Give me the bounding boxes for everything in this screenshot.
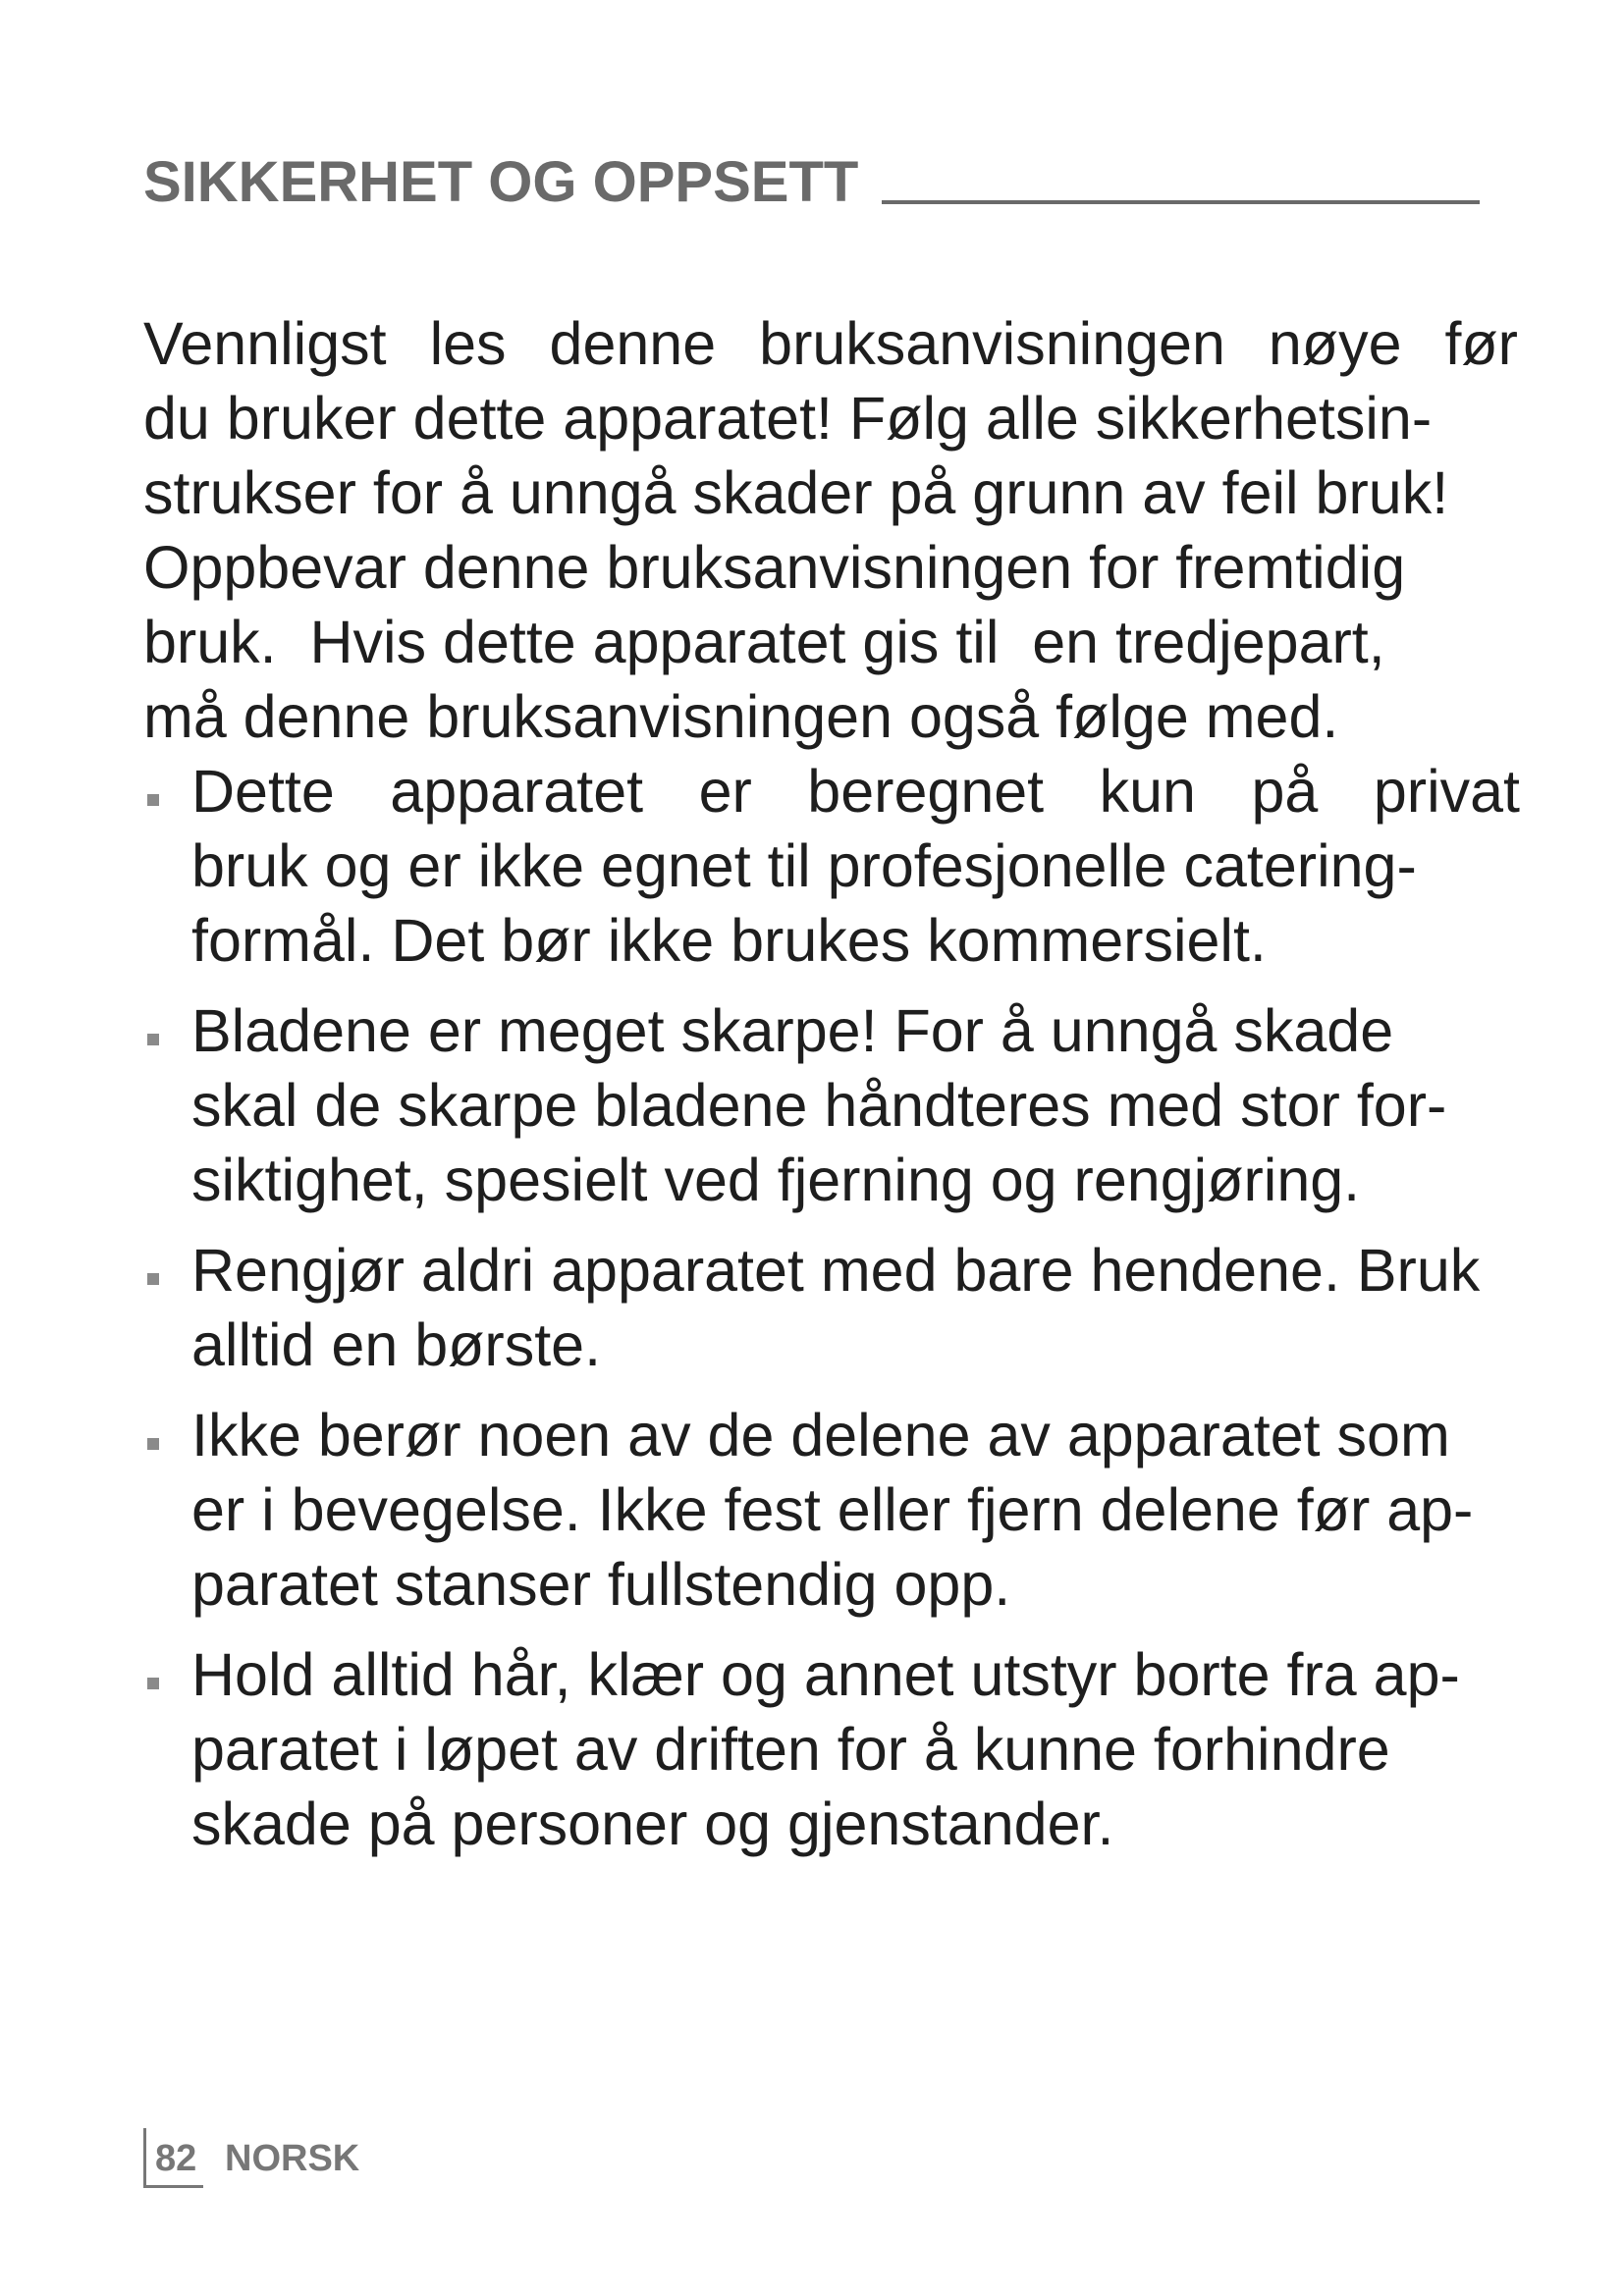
list-item	[143, 1637, 1520, 1861]
text-line: Vennligst les denne bruksanvisningen nøye før	[143, 310, 1518, 377]
text-line: bruk og er ikke egnet til profesjonelle catering-	[191, 832, 1417, 899]
text-line: Bladene er meget skarpe! For å unngå skade	[191, 997, 1394, 1064]
square-bullet-icon	[147, 1438, 159, 1450]
text-line: Rengjør aldri apparatet med bare hendene. Bruk	[191, 1237, 1481, 1304]
text-line: siktighet, spesielt ved fjerning og rengjøring.	[191, 1147, 1361, 1213]
list-item	[143, 754, 1520, 978]
list-item	[143, 993, 1520, 1217]
square-bullet-icon	[147, 794, 159, 806]
text-line: skal de skarpe bladene håndteres med stor for-	[191, 1072, 1447, 1139]
text-line: Hold alltid hår, klær og annet utstyr borte fra ap-	[191, 1641, 1460, 1708]
list-item	[143, 1398, 1520, 1622]
section-title: SIKKERHET OG OPPSETT	[143, 150, 859, 214]
heading-underline	[882, 200, 1480, 204]
text-line: Ikke berør noen av de delene av apparatet som	[191, 1402, 1450, 1468]
intro-paragraph	[143, 306, 1520, 754]
page-content	[143, 306, 1520, 1861]
list-item	[143, 1233, 1520, 1382]
text-line: paratet i løpet av driften for å kunne forhindre	[191, 1716, 1390, 1783]
square-bullet-icon	[147, 1273, 159, 1285]
text-line: paratet stanser fullstendig opp.	[191, 1551, 1011, 1618]
square-bullet-icon	[147, 1678, 159, 1689]
text-line: alltid en børste.	[191, 1311, 602, 1378]
text-line: du bruker dette apparatet! Følg alle sikkerhetsin-	[143, 385, 1433, 452]
page-language-label: NORSK	[225, 2138, 360, 2179]
text-line: må denne bruksanvisningen også følge med.	[143, 683, 1339, 750]
text-line: formål. Det bør ikke brukes kommersielt.	[191, 907, 1267, 974]
safety-bullet-list	[143, 754, 1520, 1861]
text-line: skade på personer og gjenstander.	[191, 1790, 1114, 1857]
text-line: strukser for å unngå skader på grunn av feil bruk!	[143, 459, 1449, 526]
page-number: 82	[155, 2138, 197, 2179]
text-line: Dette apparatet er beregnet kun på privat	[191, 758, 1520, 825]
section-heading	[143, 150, 1480, 214]
square-bullet-icon	[147, 1034, 159, 1045]
text-line: Oppbevar denne bruksanvisningen for fremtidig	[143, 534, 1406, 601]
text-line: bruk. Hvis dette apparatet gis til en tredjepart,	[143, 609, 1385, 675]
text-line: er i bevegelse. Ikke fest eller fjern delene før ap-	[191, 1476, 1474, 1543]
